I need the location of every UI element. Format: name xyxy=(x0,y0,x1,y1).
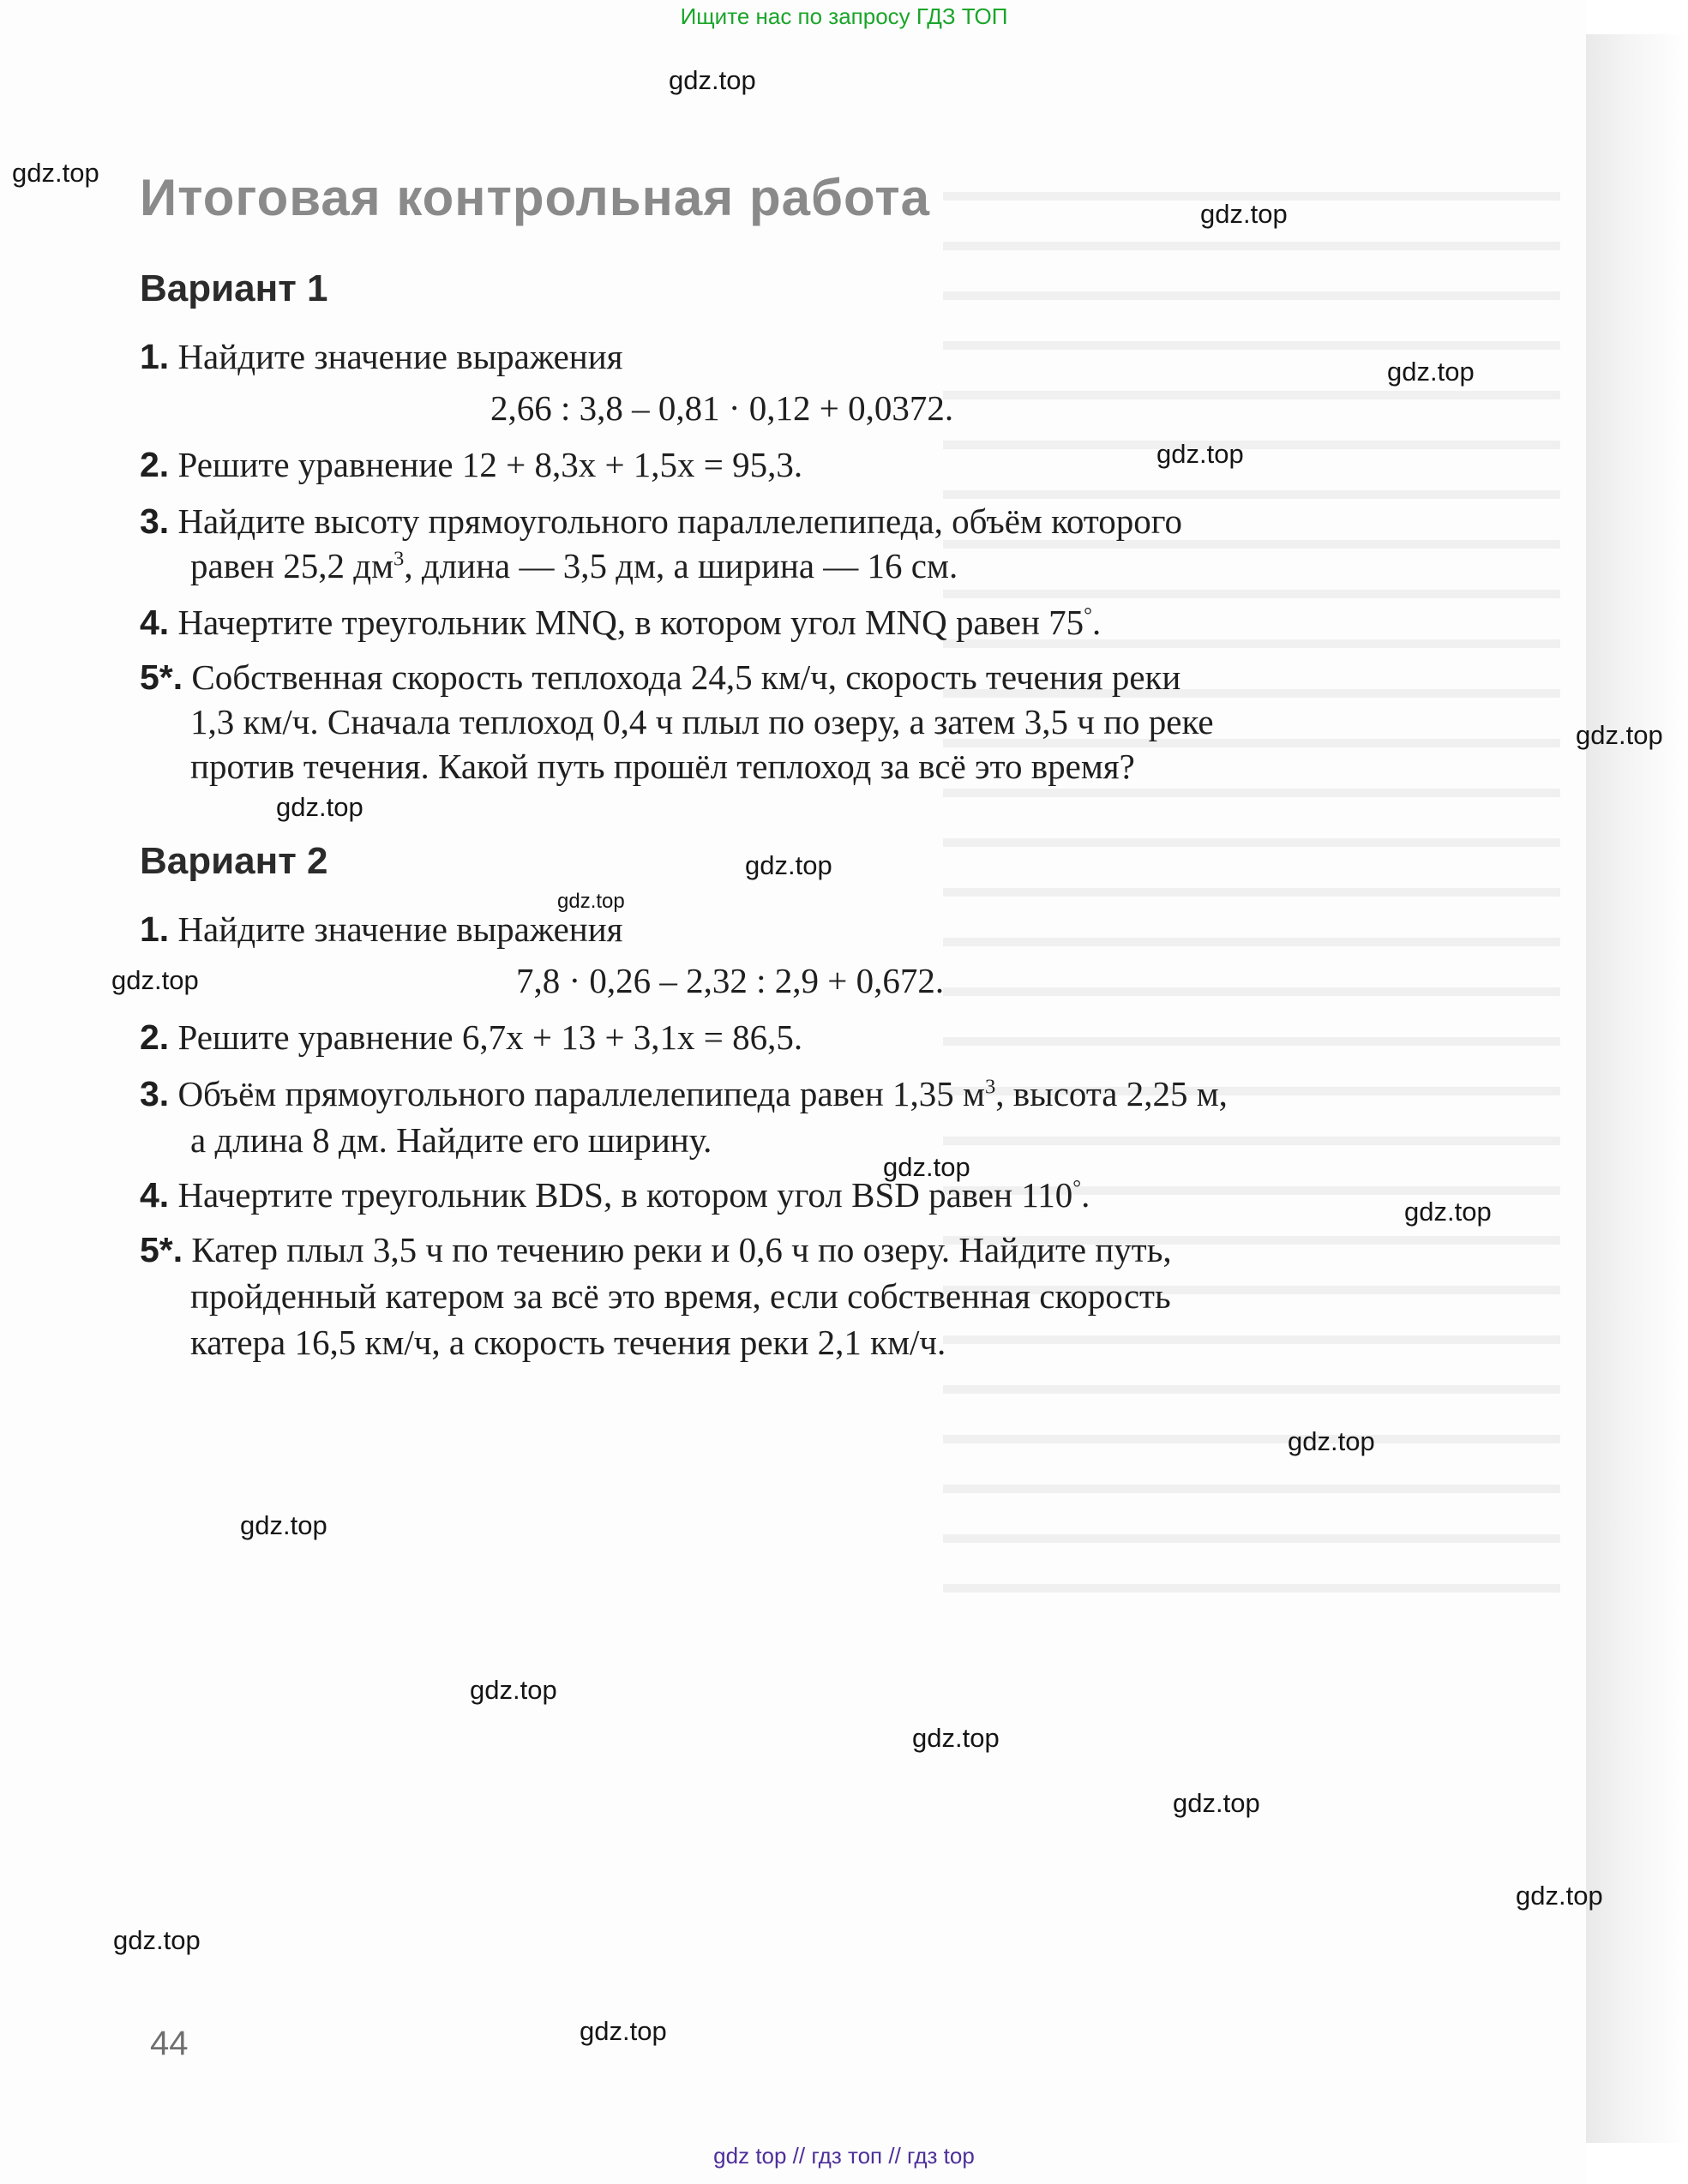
watermark: gdz.top xyxy=(557,890,625,913)
v2-task-5: 5*. Катер плыл 3,5 ч по течению реки и 0,6 ч по озеру. Найдите путь, xyxy=(140,1230,1172,1269)
watermark: gdz.top xyxy=(240,1510,327,1540)
watermark: gdz.top xyxy=(1200,199,1288,229)
v1-task-5: 5*. Собственная скорость теплохода 24,5 км/ч, скорость течения реки xyxy=(140,657,1181,697)
v1-task-3: 3. Найдите высоту прямоугольного параллелепипеда, объём которого xyxy=(140,501,1183,541)
variant-2-heading: Вариант 2 xyxy=(140,840,328,882)
watermark: gdz.top xyxy=(1576,720,1663,750)
v1-task-3-cont: равен 25,2 $дм^3$, длина — 3,5 дм, а ширина — 16 см. xyxy=(190,546,958,585)
v1-task-5-cont-1: 1,3 км/ч. Сначала теплоход 0,4 ч плыл по озеру, а затем 3,5 ч по реке xyxy=(190,702,1214,741)
watermark: gdz.top xyxy=(1173,1788,1260,1818)
watermark: gdz.top xyxy=(883,1152,970,1182)
v2-task-4: 4. Начертите треугольник BDS, в котором угол BSD равен 110°. xyxy=(140,1175,1090,1215)
watermark: gdz.top xyxy=(669,65,756,95)
v1-task-2: 2. Решите уравнение 12 + 8,3x + 1,5x = 95,3. xyxy=(140,445,803,484)
watermark: gdz.top xyxy=(580,2016,667,2046)
v1-task-5-cont-2: против течения. Какой путь прошёл теплоход за всё это время? xyxy=(190,747,1135,786)
watermark: gdz.top xyxy=(1387,357,1475,387)
watermark: gdz.top xyxy=(113,1925,201,1955)
v2-task-2: 2. Решите уравнение 6,7x + 13 + 3,1x = 86,5. xyxy=(140,1017,803,1057)
v1-task-4: 4. Начертите треугольник MNQ, в котором угол MNQ равен 75°. xyxy=(140,603,1102,642)
v1-task-1-expression: 2,66 : 3,8 – 0,81 · 0,12 + 0,0372. xyxy=(490,388,954,428)
v1-task-1: 1. Найдите значение выражения xyxy=(140,337,623,376)
bottom-banner[interactable]: gdz top // гдз топ // гдз top xyxy=(713,2143,975,2169)
watermark: gdz.top xyxy=(1288,1426,1375,1456)
watermark: gdz.top xyxy=(470,1675,557,1705)
watermark: gdz.top xyxy=(276,792,363,822)
page-title: Итоговая контрольная работа xyxy=(140,169,930,226)
v2-task-5-cont-1: пройденный катером за всё это время, если собственная скорость xyxy=(190,1276,1171,1316)
watermark: gdz.top xyxy=(912,1723,1000,1753)
watermark: gdz.top xyxy=(1156,439,1244,469)
v2-task-1: 1. Найдите значение выражения xyxy=(140,909,623,949)
watermark: gdz.top xyxy=(111,965,199,995)
v2-task-1-expression: 7,8 · 0,26 – 2,32 : 2,9 + 0,672. xyxy=(516,961,945,1000)
watermark: gdz.top xyxy=(745,850,832,880)
v2-task-5-cont-2: катера 16,5 км/ч, а скорость течения реки 2,1 км/ч. xyxy=(190,1323,946,1362)
watermark: gdz.top xyxy=(1404,1197,1492,1227)
watermark: gdz.top xyxy=(1516,1881,1603,1911)
v2-task-3-cont: а длина 8 дм. Найдите его ширину. xyxy=(190,1120,712,1160)
v2-task-3: 3. Объём прямоугольного параллелепипеда равен 1,35 $м^3$, высота 2,25 м, xyxy=(140,1074,1228,1113)
variant-1-heading: Вариант 1 xyxy=(140,267,328,309)
top-banner[interactable]: Ищите нас по запросу ГДЗ ТОП xyxy=(680,3,1008,29)
watermark: gdz.top xyxy=(12,158,99,188)
page-number: 44 xyxy=(150,2025,189,2062)
page-edge-shadow xyxy=(1586,34,1688,2143)
